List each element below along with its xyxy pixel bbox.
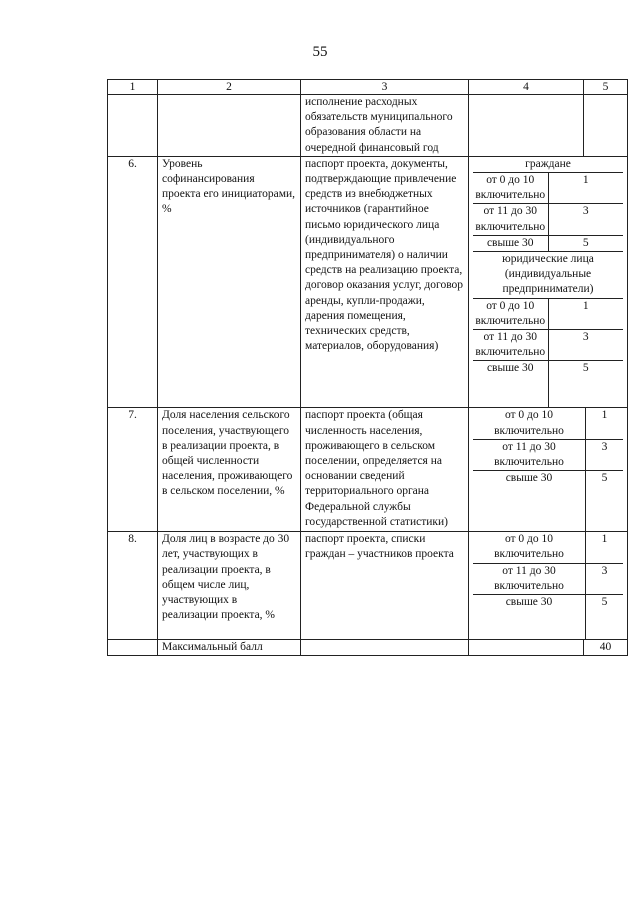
- range-cell: от 11 до 30 включительно: [473, 330, 548, 361]
- scoring-cell: [469, 408, 628, 532]
- documents-cell: паспорт проекта (общая численность населения, проживающего в сельском поселении, определяется на основании сведений территориального органа Федеральной службы государственной статистики): [301, 408, 469, 532]
- criterion-cell: Доля лиц в возрасте до 30 лет, участвующих в реализации проекта, в общем числе лиц, участвующих в реализации проекта, %: [158, 532, 301, 640]
- points-cell: 3: [548, 204, 623, 235]
- total-row: [108, 640, 628, 656]
- points-cell: 3: [586, 439, 624, 470]
- scoring-cell: [469, 156, 628, 408]
- documents-cell: паспорт проекта, списки граждан – участников проекта: [301, 532, 469, 640]
- range-cell: от 0 до 10 включительно: [473, 173, 548, 204]
- row-number: 6.: [108, 156, 158, 408]
- criterion-cell: Уровень софинансирования проекта его инициаторами, %: [158, 156, 301, 408]
- page-number: 55: [312, 44, 328, 60]
- points-cell: 5: [548, 361, 623, 408]
- points-cell: 1: [548, 173, 623, 204]
- table-row: [108, 156, 628, 408]
- range-cell: от 0 до 10 включительно: [473, 532, 586, 563]
- points-cell: 5: [586, 595, 624, 640]
- range-cell: свыше 30: [473, 595, 586, 640]
- row-number: 7.: [108, 408, 158, 532]
- scoring-cell: [469, 532, 628, 640]
- range-cell: от 11 до 30 включительно: [473, 204, 548, 235]
- documents-cell: паспорт проекта, документы, подтверждающие привлечение средств из внебюджетных источников (гарантийное письмо юридического лица (индивидуального предпринимателя) о наличии средств на реализацию проекта, договор оказания услуг, договор аренды, купли-продажи, дарения помещения, технических средств, материалов, оборудования): [301, 156, 469, 408]
- range-cell: от 0 до 10 включительно: [473, 298, 548, 329]
- group-label: граждане: [525, 157, 571, 170]
- total-value: 40: [584, 640, 628, 656]
- header-cell: 4: [469, 80, 584, 95]
- points-cell: 1: [601, 409, 608, 422]
- criterion-cell: Доля населения сельского поселения, участвующего в реализации проекта, в общей численности населения, проживающего в сельском поселении, %: [158, 408, 301, 532]
- points-cell: 1: [548, 298, 623, 329]
- table-row: [108, 532, 628, 640]
- header-cell: 3: [301, 80, 469, 95]
- scoring-subtable: [473, 408, 623, 531]
- header-cell: 2: [158, 80, 301, 95]
- points-cell: 3: [586, 563, 624, 594]
- range-cell: от 11 до 30 включительно: [473, 563, 586, 594]
- range-cell: от 11 до 30 включительно: [473, 439, 586, 470]
- points-cell: 3: [548, 330, 623, 361]
- scoring-subtable: [473, 157, 623, 408]
- row-number: 8.: [108, 532, 158, 640]
- table-header-row: [108, 80, 628, 95]
- scoring-subtable: [473, 532, 623, 639]
- range-cell: свыше 30: [473, 235, 548, 251]
- header-cell: 1: [108, 80, 158, 95]
- range-cell: от 0 до 10 включительно: [473, 408, 586, 439]
- range-cell: свыше 30: [473, 361, 548, 408]
- table-row: [108, 408, 628, 532]
- header-cell: 5: [584, 80, 628, 95]
- table-row-continuation: [108, 95, 628, 157]
- criteria-table: [107, 79, 628, 656]
- points-cell: 5: [548, 235, 623, 251]
- range-cell: свыше 30: [473, 471, 586, 532]
- total-label: Максимальный балл: [158, 640, 301, 656]
- points-cell: 5: [586, 471, 624, 532]
- documents-cell: исполнение расходных обязательств муниципального образования области на очередной финансовый год: [301, 95, 469, 157]
- points-cell: 1: [601, 533, 608, 546]
- group-label: юридические лица (индивидуальные предприниматели): [473, 252, 623, 299]
